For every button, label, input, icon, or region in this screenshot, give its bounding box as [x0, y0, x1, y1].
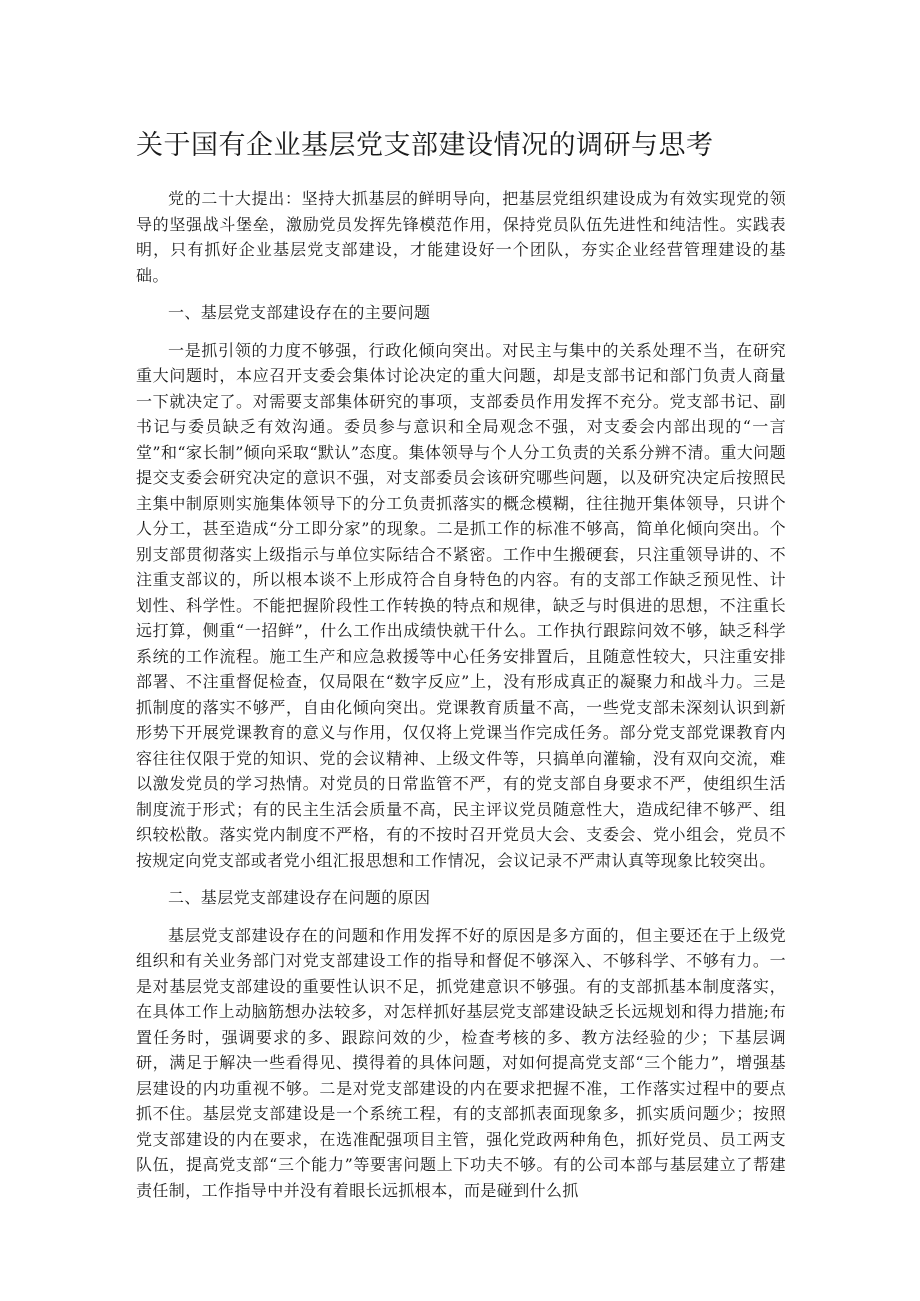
section-1-heading: 一、基层党支部建设存在的主要问题: [168, 303, 431, 322]
section-2-paragraph: 基层党支部建设存在的问题和作用发挥不好的原因是多方面的，但主要还在于上级党组织和有关业务部门对党支部建设工作的指导和督促不够深入、不够科学、不够有力。一是对基层党支部建设的重要性认识不足，抓党建意识不够强。有的支部抓基本制度落实，在具体工作上动脑筋想办法较多，对怎样抓好基层党支部建设缺乏长远规划和得力措施;布置任务时，强调要求的多、跟踪问效的少，检查考核的多、教方法经验的少；下基层调研，满足于解决一些看得见、摸得着的具体问题，对如何提高党支部“三个能力”，增强基层建设的内功重视不够。二是对党支部建设的内在要求把握不准，工作落实过程中的要点抓不住。基层党支部建设是一个系统工程，有的支部抓表面现象多，抓实质问题少；按照党支部建设的内在要求，在选准配强项目主管，强化党政两种角色，抓好党员、员工两支队伍，提高党支部“三个能力”等要害问题上下功夫不够。有的公司本部与基层建立了帮建责任制，工作指导中并没有着眼长远抓根本，而是碰到什么抓: [136, 925, 786, 1200]
section-1-paragraph: 一是抓引领的力度不够强，行政化倾向突出。对民主与集中的关系处理不当，在研究重大问题时，本应召开支委会集体讨论决定的重大问题，却是支部书记和部门负责人商量一下就决定了。对需要支部集体研究的事项，支部委员作用发挥不充分。党支部书记、副书记与委员缺乏有效沟通。委员参与意识和全局观念不强，对支委会内部出现的“一言堂”和“家长制”倾向采取“默认”态度。集体领导与个人分工负责的关系分辨不清。重大问题提交支委会研究决定的意识不强，对支部委员会该研究哪些问题，以及研究决定后按照民主集中制原则实施集体领导下的分工负责抓落实的概念模糊，往往抛开集体领导，只讲个人分工，甚至造成“分工即分家”的现象。二是抓工作的标准不够高，简单化倾向突出。个别支部贯彻落实上级指示与单位实际结合不紧密。工作中生搬硬套，只注重领导讲的、不注重支部议的，所以根本谈不上形成符合自身特色的内容。有的支部工作缺乏预见性、计划性、科学性。不能把握阶段性工作转换的特点和规律，缺乏与时俱进的思想，不注重长远打算，侧重“一招鲜”，什么工作出成绩快就干什么。工作执行跟踪问效不够，缺乏科学系统的工作流程。施工生产和应急救援等中心任务安排置后，且随意性较大，只注重安排部署、不注重督促检查，仅局限在“数字反应”上，没有形成真正的凝聚力和战斗力。三是抓制度的落实不够严，自由化倾向突出。党课教育质量不高，一些党支部未深刻认识到新形势下开展党课教育的意义与作用，仅仅将上党课当作完成任务。部分党支部党课教育内容往往仅限于党的知识、党的会议精神、上级文件等，只搞单向灌输，没有双向交流，难以激发党员的学习热情。对党员的日常监管不严，有的党支部自身要求不严，使组织生活制度流于形式；有的民主生活会质量不高，民主评议党员随意性大，造成纪律不够严、组织较松散。落实党内制度不严格，有的不按时召开党员大会、支委会、党小组会，党员不按规定向党支部或者党小组汇报思想和工作情况，会议记录不严肃认真等现象比较突出。: [136, 340, 786, 870]
document-title: 关于国有企业基层党支部建设情况的调研与思考: [136, 130, 714, 161]
document-page: [136, 126, 786, 1203]
intro-paragraph: 党的二十大提出：坚持大抓基层的鲜明导向，把基层党组织建设成为有效实现党的领导的坚强战斗堡垒，激励党员发挥先锋模范作用，保持党员队伍先进性和纯洁性。实践表明，只有抓好企业基层党支部建设，才能建设好一个团队，夯实企业经营管理建设的基础。: [136, 189, 786, 285]
section-2-heading: 二、基层党支部建设存在问题的原因: [168, 888, 431, 907]
